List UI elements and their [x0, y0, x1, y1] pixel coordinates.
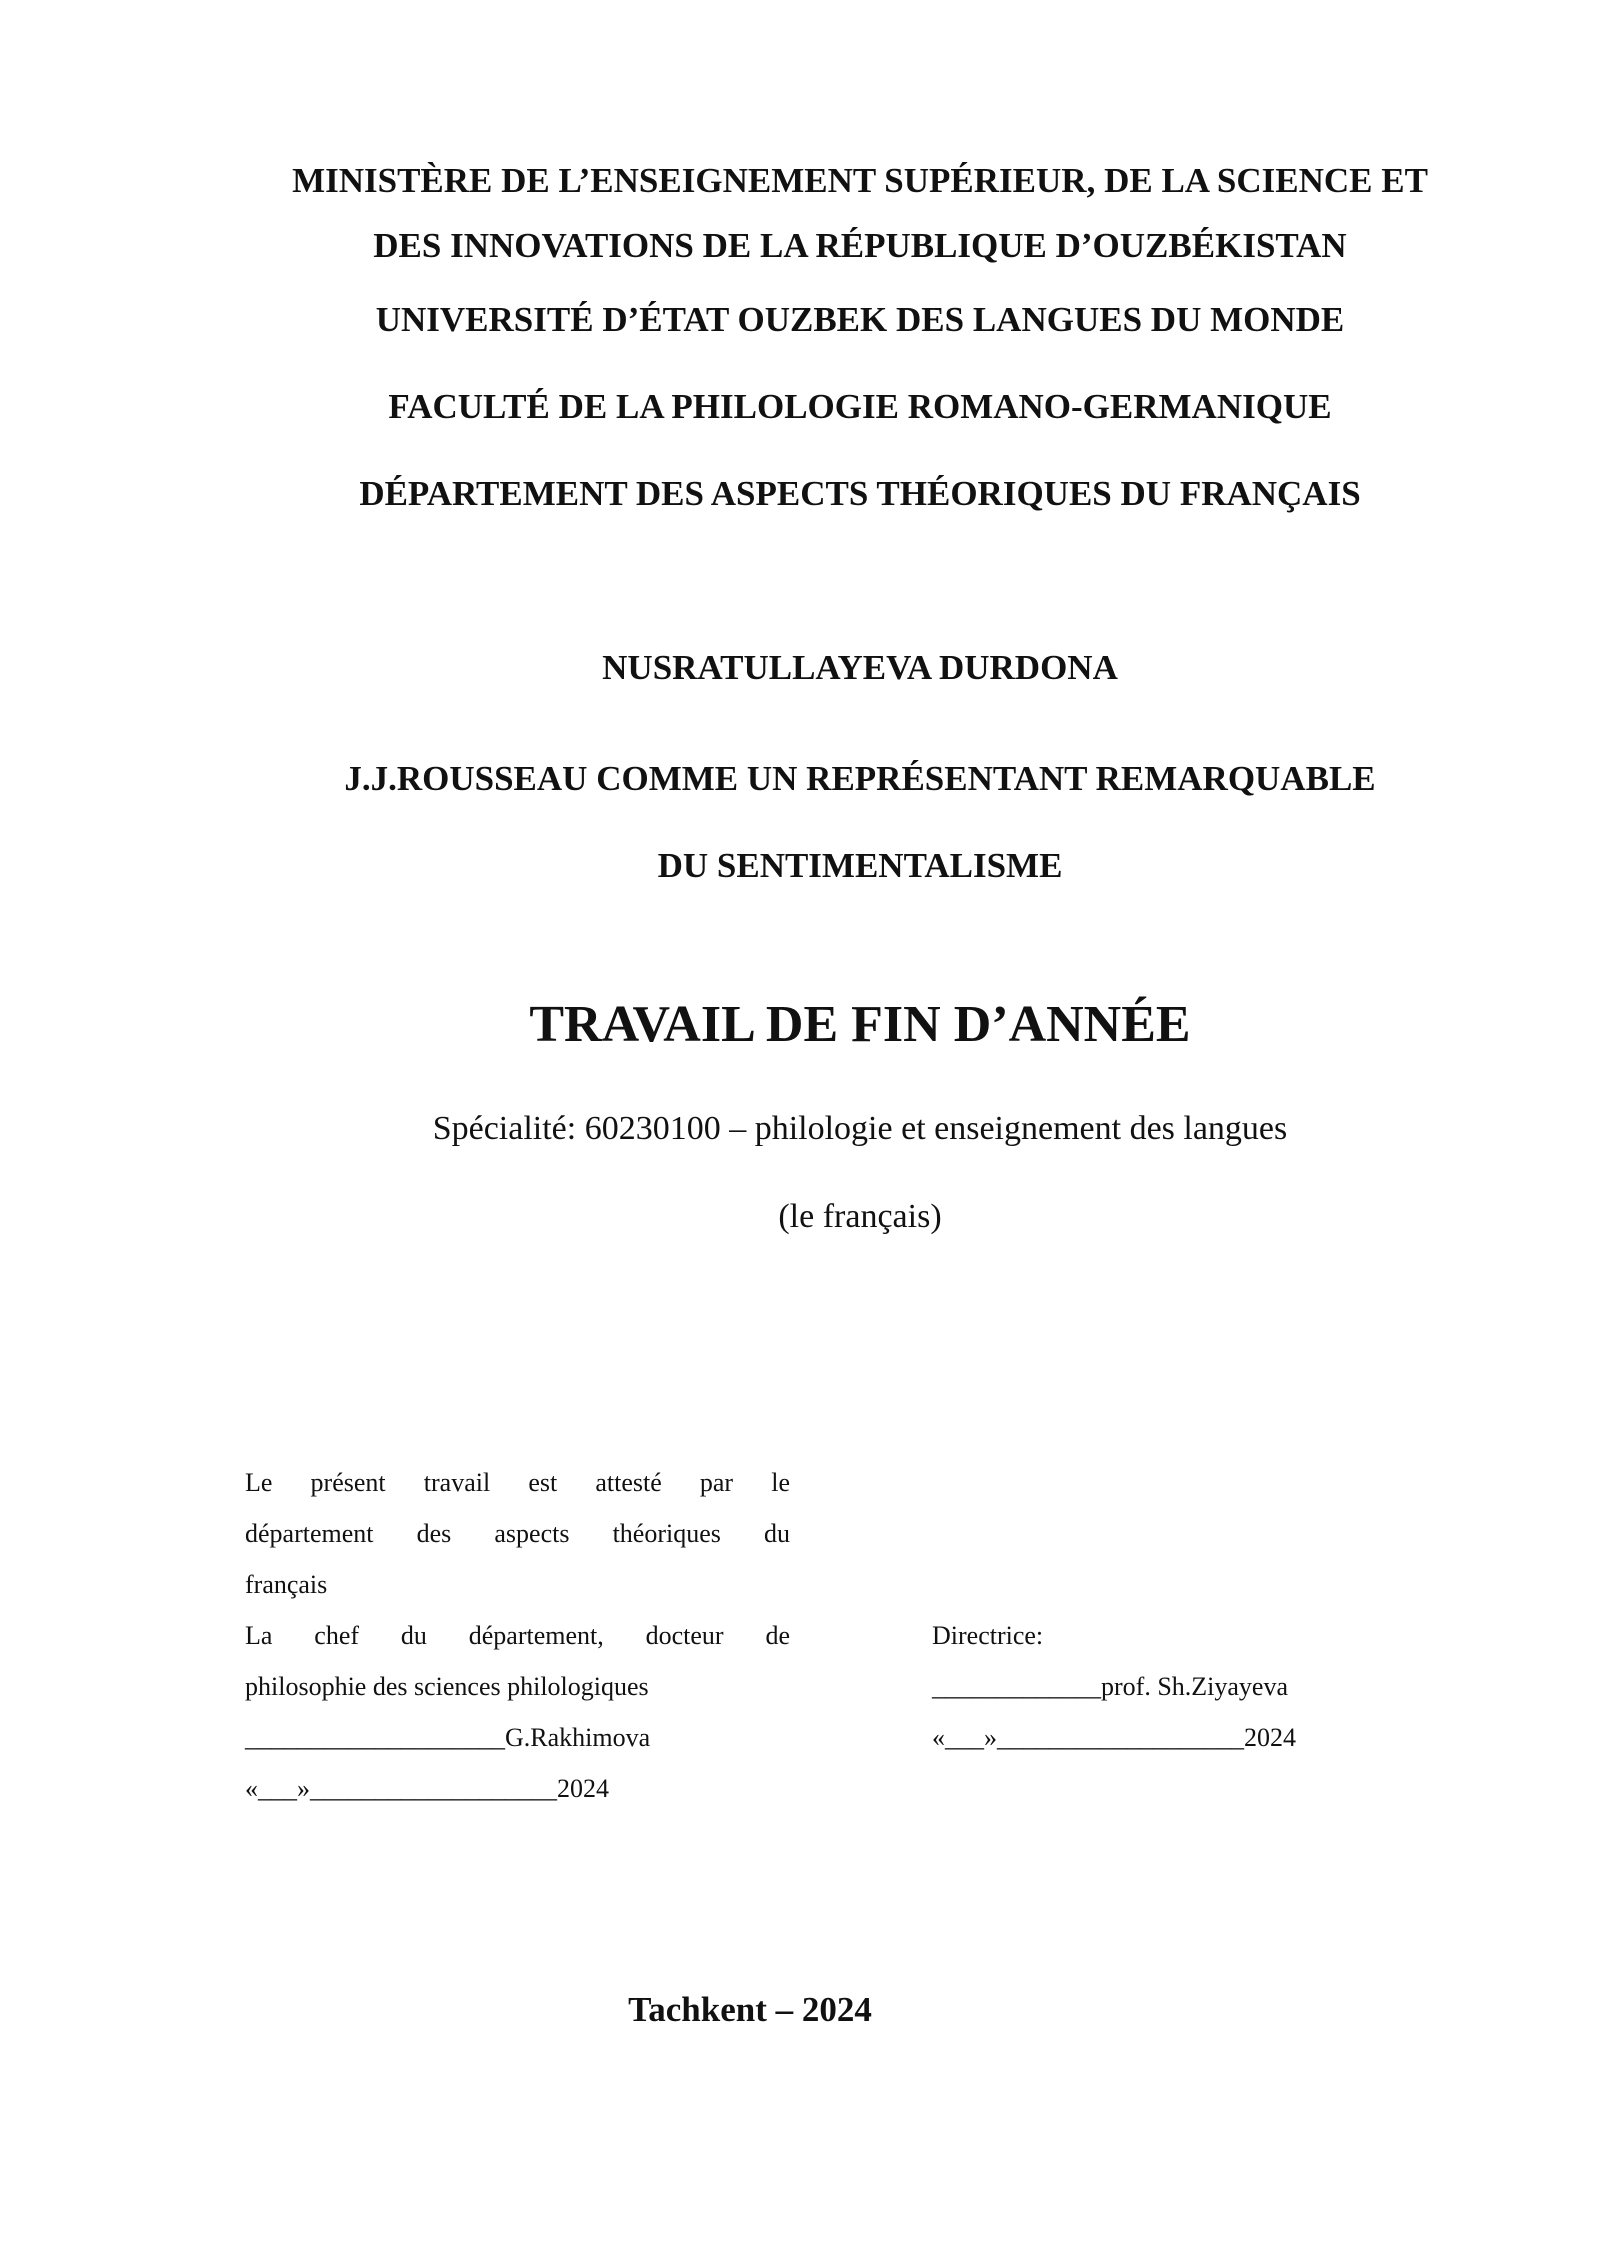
attestation-line-2: département des aspects théoriques du — [245, 1519, 790, 1548]
supervisor-label: Directrice: — [932, 1621, 1044, 1650]
ministry-heading — [160, 148, 1560, 278]
faculty-heading: FACULTÉ DE LA PHILOLOGIE ROMANO-GERMANIQUE — [388, 387, 1332, 426]
thesis-title — [160, 735, 1560, 909]
attestation-block — [245, 1457, 790, 1814]
university-heading: UNIVERSITÉ D’ÉTAT OUZBEK DES LANGUES DU MONDE — [375, 300, 1345, 339]
thesis-title-line-2: DU SENTIMENTALISME — [657, 846, 1063, 885]
ministry-line-2: DES INNOVATIONS DE LA RÉPUBLIQUE D’OUZBÉKISTAN — [373, 226, 1347, 265]
chef-date-line: «___»___________________2024 — [245, 1774, 609, 1803]
supervisor-block — [932, 1610, 1352, 1763]
supervisor-signature-line: _____________prof. Sh.Ziyayeva — [932, 1672, 1289, 1701]
city-year: Tachkent – 2024 — [628, 1990, 872, 2029]
thesis-title-line-1: J.J.ROUSSEAU COMME UN REPRÉSENTANT REMARQUABLE — [344, 759, 1376, 798]
chef-title-line-2: philosophie des sciences philologiques — [245, 1672, 649, 1701]
author-name: NUSRATULLAYEVA DURDONA — [602, 648, 1118, 687]
ministry-line-1: MINISTÈRE DE L’ENSEIGNEMENT SUPÉRIEUR, DE LA SCIENCE ET — [292, 161, 1428, 200]
chef-title-line-1: La chef du département, docteur de — [245, 1621, 790, 1650]
work-type-title: TRAVAIL DE FIN D’ANNÉE — [529, 996, 1191, 1053]
specialty-line: Spécialité: 60230100 – philologie et enseignement des langues — [432, 1110, 1288, 1147]
attestation-line-1: Le présent travail est attesté par le — [245, 1468, 790, 1497]
chef-signature-line: ____________________G.Rakhimova — [245, 1723, 651, 1752]
department-heading: DÉPARTEMENT DES ASPECTS THÉORIQUES DU FRANÇAIS — [359, 474, 1361, 513]
attestation-line-3: français — [245, 1570, 328, 1599]
supervisor-date-line: «___»___________________2024 — [932, 1723, 1296, 1752]
language-line: (le français) — [778, 1198, 942, 1235]
